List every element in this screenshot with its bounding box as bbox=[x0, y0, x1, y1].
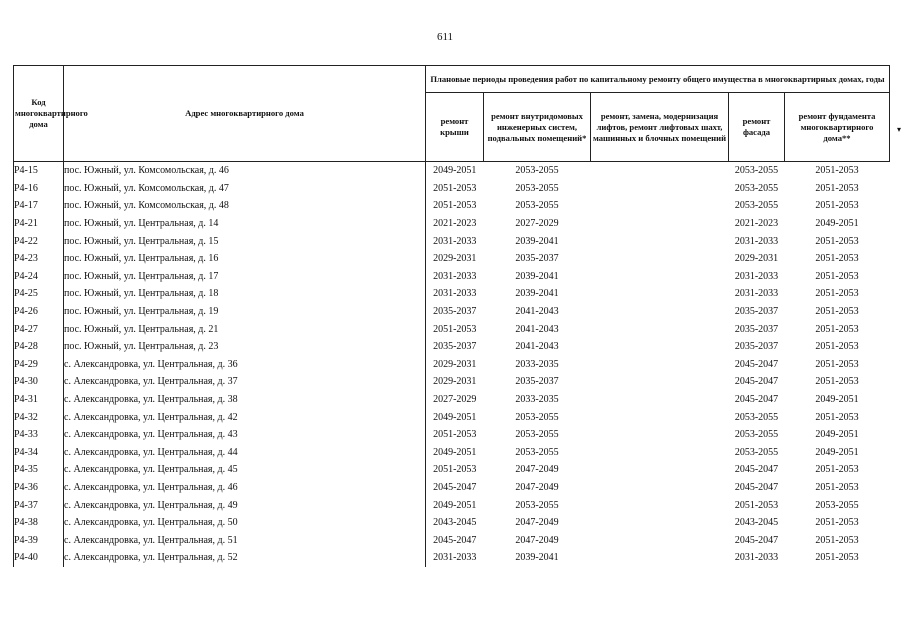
cell-foundation: 2051-2053 bbox=[815, 235, 859, 247]
cell-roof: 2051-2053 bbox=[433, 182, 477, 194]
cell-foundation: 2051-2053 bbox=[815, 376, 859, 388]
cell-foundation: 2051-2053 bbox=[815, 182, 859, 194]
cell-systems: 2039-2041 bbox=[515, 288, 559, 300]
cell-code: Р4-21 bbox=[14, 215, 64, 233]
table-row bbox=[14, 514, 890, 532]
cell-elevators bbox=[591, 514, 729, 532]
cell-roof: 2049-2051 bbox=[433, 446, 477, 458]
cell-address: пос. Южный, ул. Центральная, д. 23 bbox=[64, 338, 426, 356]
cell-roof: 2029-2031 bbox=[433, 376, 477, 388]
cell-code: Р4-34 bbox=[14, 444, 64, 462]
table-row bbox=[14, 531, 890, 549]
cell-address: с. Александровка, ул. Центральная, д. 50 bbox=[64, 514, 426, 532]
table-row bbox=[14, 268, 890, 286]
table-row bbox=[14, 479, 890, 497]
cell-code: Р4-39 bbox=[14, 531, 64, 549]
cell-code: Р4-37 bbox=[14, 496, 64, 514]
cell-code: Р4-16 bbox=[14, 180, 64, 198]
cell-facade: 2053-2055 bbox=[734, 446, 779, 458]
cell-facade: 2051-2053 bbox=[734, 499, 779, 511]
cell-roof: 2045-2047 bbox=[433, 481, 477, 493]
cell-foundation: 2051-2053 bbox=[815, 481, 859, 493]
cell-systems: 2027-2029 bbox=[515, 218, 559, 230]
cell-roof: 2051-2053 bbox=[433, 464, 477, 476]
cell-code: Р4-17 bbox=[14, 197, 64, 215]
cell-roof: 2027-2029 bbox=[433, 394, 477, 406]
cell-code: Р4-36 bbox=[14, 479, 64, 497]
cell-roof: 2035-2037 bbox=[433, 341, 477, 353]
cell-address: пос. Южный, ул. Центральная, д. 19 bbox=[64, 303, 426, 321]
cell-systems: 2039-2041 bbox=[515, 235, 559, 247]
header-planned-periods: Плановые периоды проведения работ по капитальному ремонту общего имущества в многоквартирных домах, годы bbox=[426, 66, 890, 93]
cell-foundation: 2051-2053 bbox=[815, 517, 859, 529]
cell-foundation: 2051-2053 bbox=[815, 323, 859, 335]
cell-facade: 2045-2047 bbox=[734, 358, 779, 370]
cell-address: с. Александровка, ул. Центральная, д. 42 bbox=[64, 408, 426, 426]
cell-systems: 2033-2035 bbox=[515, 358, 559, 370]
cell-code: Р4-25 bbox=[14, 285, 64, 303]
cell-address: с. Александровка, ул. Центральная, д. 43 bbox=[64, 426, 426, 444]
cell-roof: 2035-2037 bbox=[433, 306, 477, 318]
cell-facade: 2035-2037 bbox=[734, 341, 779, 353]
cell-roof: 2049-2051 bbox=[433, 499, 477, 511]
cell-facade: 2029-2031 bbox=[734, 253, 779, 265]
cell-roof: 2031-2033 bbox=[433, 552, 477, 564]
cell-facade: 2031-2033 bbox=[734, 552, 779, 564]
cell-systems: 2047-2049 bbox=[515, 517, 559, 529]
cell-roof: 2045-2047 bbox=[433, 534, 477, 546]
cell-roof: 2051-2053 bbox=[433, 323, 477, 335]
repair-schedule-table bbox=[13, 65, 890, 567]
cell-facade: 2031-2033 bbox=[734, 235, 779, 247]
cell-systems: 2039-2041 bbox=[515, 270, 559, 282]
table-row bbox=[14, 408, 890, 426]
header-code: Код многоквартирного дома bbox=[14, 66, 64, 162]
cell-code: Р4-15 bbox=[14, 162, 64, 180]
cell-elevators bbox=[591, 232, 729, 250]
cell-roof: 2031-2033 bbox=[433, 288, 477, 300]
cell-systems: 2035-2037 bbox=[515, 376, 559, 388]
table-row bbox=[14, 197, 890, 215]
cell-elevators bbox=[591, 531, 729, 549]
cell-code: Р4-24 bbox=[14, 268, 64, 286]
cell-roof: 2051-2053 bbox=[433, 200, 477, 212]
cell-code: Р4-27 bbox=[14, 320, 64, 338]
cell-foundation: 2049-2051 bbox=[815, 446, 859, 458]
table-row bbox=[14, 426, 890, 444]
cell-elevators bbox=[591, 408, 729, 426]
cell-elevators bbox=[591, 197, 729, 215]
cell-elevators bbox=[591, 356, 729, 374]
table-row bbox=[14, 338, 890, 356]
cell-systems: 2053-2055 bbox=[515, 411, 559, 423]
cell-foundation: 2051-2053 bbox=[815, 200, 859, 212]
cell-foundation: 2051-2053 bbox=[815, 288, 859, 300]
cell-systems: 2041-2043 bbox=[515, 306, 559, 318]
cell-facade: 2045-2047 bbox=[734, 481, 779, 493]
table-row bbox=[14, 180, 890, 198]
cell-facade: 2045-2047 bbox=[734, 394, 779, 406]
cell-foundation: 2049-2051 bbox=[815, 394, 859, 406]
cell-systems: 2039-2041 bbox=[515, 552, 559, 564]
cell-elevators bbox=[591, 268, 729, 286]
cell-systems: 2047-2049 bbox=[515, 481, 559, 493]
cell-foundation: 2051-2053 bbox=[815, 552, 859, 564]
cell-facade: 2053-2055 bbox=[734, 182, 779, 194]
cell-facade: 2031-2033 bbox=[734, 270, 779, 282]
cell-facade: 2053-2055 bbox=[734, 165, 779, 177]
cell-facade: 2045-2047 bbox=[734, 376, 779, 388]
side-arrow-icon: ▾ bbox=[896, 125, 901, 134]
cell-roof: 2029-2031 bbox=[433, 358, 477, 370]
cell-address: с. Александровка, ул. Центральная, д. 37 bbox=[64, 373, 426, 391]
cell-roof: 2051-2053 bbox=[433, 429, 477, 441]
cell-code: Р4-29 bbox=[14, 356, 64, 374]
cell-foundation: 2051-2053 bbox=[815, 464, 859, 476]
cell-facade: 2043-2045 bbox=[734, 517, 779, 529]
header-systems: ремонт внутридомовых инженерных систем, подвальных помещений* bbox=[484, 93, 591, 162]
cell-facade: 2053-2055 bbox=[734, 429, 779, 441]
cell-code: Р4-38 bbox=[14, 514, 64, 532]
cell-elevators bbox=[591, 215, 729, 233]
table-row bbox=[14, 549, 890, 567]
table-row bbox=[14, 373, 890, 391]
cell-address: с. Александровка, ул. Центральная, д. 45 bbox=[64, 461, 426, 479]
cell-code: Р4-28 bbox=[14, 338, 64, 356]
cell-foundation: 2051-2053 bbox=[815, 341, 859, 353]
header-facade: ремонт фасада bbox=[729, 93, 785, 162]
cell-systems: 2041-2043 bbox=[515, 341, 559, 353]
cell-systems: 2053-2055 bbox=[515, 499, 559, 511]
cell-address: с. Александровка, ул. Центральная, д. 38 bbox=[64, 391, 426, 409]
cell-foundation: 2051-2053 bbox=[815, 411, 859, 423]
cell-foundation: 2049-2051 bbox=[815, 218, 859, 230]
table-row bbox=[14, 162, 890, 180]
cell-elevators bbox=[591, 461, 729, 479]
header-foundation: ремонт фундамента многоквартирного дома** bbox=[785, 93, 890, 162]
cell-systems: 2053-2055 bbox=[515, 429, 559, 441]
cell-code: Р4-22 bbox=[14, 232, 64, 250]
cell-address: пос. Южный, ул. Центральная, д. 18 bbox=[64, 285, 426, 303]
cell-foundation: 2051-2053 bbox=[815, 534, 859, 546]
table-row bbox=[14, 444, 890, 462]
cell-elevators bbox=[591, 338, 729, 356]
cell-elevators bbox=[591, 426, 729, 444]
cell-elevators bbox=[591, 250, 729, 268]
cell-elevators bbox=[591, 496, 729, 514]
cell-systems: 2053-2055 bbox=[515, 200, 559, 212]
header-roof: ремонт крыши bbox=[426, 93, 484, 162]
cell-elevators bbox=[591, 180, 729, 198]
cell-systems: 2053-2055 bbox=[515, 446, 559, 458]
cell-code: Р4-33 bbox=[14, 426, 64, 444]
cell-address: пос. Южный, ул. Центральная, д. 17 bbox=[64, 268, 426, 286]
page-number: 611 bbox=[436, 31, 454, 43]
cell-foundation: 2049-2051 bbox=[815, 429, 859, 441]
cell-facade: 2045-2047 bbox=[734, 534, 779, 546]
cell-facade: 2035-2037 bbox=[734, 323, 779, 335]
table-row bbox=[14, 356, 890, 374]
cell-address: пос. Южный, ул. Центральная, д. 14 bbox=[64, 215, 426, 233]
cell-foundation: 2051-2053 bbox=[815, 306, 859, 318]
cell-address: с. Александровка, ул. Центральная, д. 52 bbox=[64, 549, 426, 567]
cell-code: Р4-23 bbox=[14, 250, 64, 268]
cell-systems: 2053-2055 bbox=[515, 182, 559, 194]
cell-facade: 2045-2047 bbox=[734, 464, 779, 476]
cell-address: с. Александровка, ул. Центральная, д. 44 bbox=[64, 444, 426, 462]
cell-roof: 2043-2045 bbox=[433, 517, 477, 529]
cell-foundation: 2051-2053 bbox=[815, 253, 859, 265]
cell-code: Р4-30 bbox=[14, 373, 64, 391]
cell-systems: 2053-2055 bbox=[515, 165, 559, 177]
cell-foundation: 2051-2053 bbox=[815, 165, 859, 177]
table-body bbox=[14, 162, 890, 567]
cell-facade: 2053-2055 bbox=[734, 411, 779, 423]
table-row bbox=[14, 391, 890, 409]
cell-address: пос. Южный, ул. Центральная, д. 15 bbox=[64, 232, 426, 250]
cell-roof: 2029-2031 bbox=[433, 253, 477, 265]
cell-elevators bbox=[591, 444, 729, 462]
cell-foundation: 2053-2055 bbox=[815, 499, 859, 511]
table-row bbox=[14, 320, 890, 338]
header-address: Адрес многоквартирного дома bbox=[64, 66, 426, 162]
cell-elevators bbox=[591, 391, 729, 409]
cell-code: Р4-26 bbox=[14, 303, 64, 321]
cell-elevators bbox=[591, 549, 729, 567]
table-row bbox=[14, 215, 890, 233]
table-row bbox=[14, 285, 890, 303]
cell-roof: 2049-2051 bbox=[433, 411, 477, 423]
cell-elevators bbox=[591, 373, 729, 391]
cell-systems: 2047-2049 bbox=[515, 534, 559, 546]
cell-code: Р4-31 bbox=[14, 391, 64, 409]
cell-elevators bbox=[591, 285, 729, 303]
cell-roof: 2049-2051 bbox=[433, 165, 477, 177]
cell-address: с. Александровка, ул. Центральная, д. 46 bbox=[64, 479, 426, 497]
cell-roof: 2031-2033 bbox=[433, 270, 477, 282]
cell-code: Р4-32 bbox=[14, 408, 64, 426]
cell-facade: 2035-2037 bbox=[734, 306, 779, 318]
cell-facade: 2031-2033 bbox=[734, 288, 779, 300]
cell-foundation: 2051-2053 bbox=[815, 270, 859, 282]
cell-systems: 2035-2037 bbox=[515, 253, 559, 265]
cell-roof: 2021-2023 bbox=[433, 218, 477, 230]
cell-code: Р4-40 bbox=[14, 549, 64, 567]
cell-address: пос. Южный, ул. Комсомольская, д. 46 bbox=[64, 162, 426, 180]
table-row bbox=[14, 496, 890, 514]
cell-address: пос. Южный, ул. Комсомольская, д. 48 bbox=[64, 197, 426, 215]
cell-facade: 2021-2023 bbox=[734, 218, 779, 230]
table-row bbox=[14, 303, 890, 321]
header-elevators: ремонт, замена, модернизация лифтов, ремонт лифтовых шахт, машинных и блочных помещений bbox=[591, 93, 729, 162]
cell-address: с. Александровка, ул. Центральная, д. 36 bbox=[64, 356, 426, 374]
cell-address: с. Александровка, ул. Центральная, д. 49 bbox=[64, 496, 426, 514]
cell-elevators bbox=[591, 162, 729, 180]
cell-elevators bbox=[591, 479, 729, 497]
cell-address: пос. Южный, ул. Комсомольская, д. 47 bbox=[64, 180, 426, 198]
cell-address: пос. Южный, ул. Центральная, д. 21 bbox=[64, 320, 426, 338]
table-row bbox=[14, 461, 890, 479]
cell-elevators bbox=[591, 320, 729, 338]
cell-facade: 2053-2055 bbox=[734, 200, 779, 212]
cell-systems: 2041-2043 bbox=[515, 323, 559, 335]
table-row bbox=[14, 250, 890, 268]
cell-address: с. Александровка, ул. Центральная, д. 51 bbox=[64, 531, 426, 549]
cell-roof: 2031-2033 bbox=[433, 235, 477, 247]
cell-code: Р4-35 bbox=[14, 461, 64, 479]
cell-systems: 2033-2035 bbox=[515, 394, 559, 406]
cell-systems: 2047-2049 bbox=[515, 464, 559, 476]
cell-address: пос. Южный, ул. Центральная, д. 16 bbox=[64, 250, 426, 268]
cell-foundation: 2051-2053 bbox=[815, 358, 859, 370]
cell-elevators bbox=[591, 303, 729, 321]
table-row bbox=[14, 232, 890, 250]
